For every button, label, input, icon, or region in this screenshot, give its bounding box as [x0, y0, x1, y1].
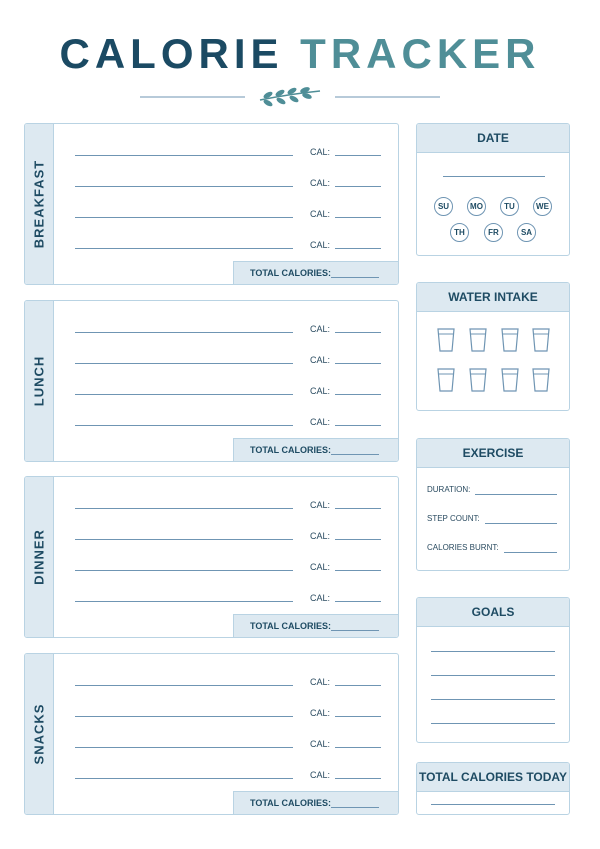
page-title [0, 30, 600, 78]
cal-label: CAL: [310, 324, 331, 334]
meal-title: BREAKFAST [31, 159, 47, 249]
total-calories-label: TOTAL CALORIES: [250, 445, 331, 455]
day-circle-th[interactable]: TH [450, 223, 469, 242]
food-entry[interactable] [75, 560, 385, 574]
meal-section-lunch [24, 300, 399, 462]
cal-write-line[interactable] [335, 248, 381, 249]
food-write-line[interactable] [75, 508, 293, 509]
food-entry[interactable] [75, 737, 385, 751]
meal-section-breakfast [24, 123, 399, 285]
goals-card [416, 597, 570, 743]
goal-write-line[interactable] [431, 651, 555, 652]
cal-label: CAL: [310, 355, 331, 365]
goals-title: GOALS [417, 598, 569, 627]
date-card [416, 123, 570, 256]
meal-section-snacks [24, 653, 399, 815]
food-entry[interactable] [75, 498, 385, 512]
cal-label: CAL: [310, 417, 331, 427]
glass-icon[interactable] [469, 368, 487, 392]
cal-label: CAL: [310, 770, 331, 780]
cal-write-line[interactable] [335, 425, 381, 426]
meal-label-panel [25, 654, 54, 814]
food-write-line[interactable] [75, 332, 293, 333]
exercise-title: EXERCISE [417, 439, 569, 468]
duration-field[interactable] [427, 485, 470, 497]
cal-label: CAL: [310, 593, 331, 603]
day-circle-mo[interactable]: MO [467, 197, 486, 216]
meal-title: DINNER [31, 529, 47, 585]
cal-label: CAL: [310, 209, 331, 219]
glass-icon[interactable] [437, 328, 455, 352]
food-write-line[interactable] [75, 363, 293, 364]
day-circle-sa[interactable]: SA [517, 223, 536, 242]
total-calories-today-title: TOTAL CALORIES TODAY [417, 763, 569, 792]
food-entry[interactable] [75, 768, 385, 782]
total-write-line[interactable] [331, 277, 379, 278]
water-intake-title: WATER INTAKE [417, 283, 569, 312]
food-write-line[interactable] [75, 217, 293, 218]
meal-title: LUNCH [31, 355, 47, 407]
exercise-card [416, 438, 570, 571]
total-calories-box[interactable] [233, 261, 398, 284]
food-entry[interactable] [75, 145, 385, 159]
food-write-line[interactable] [75, 186, 293, 187]
food-write-line[interactable] [75, 747, 293, 748]
total-write-line[interactable] [331, 807, 379, 808]
goal-write-line[interactable] [431, 723, 555, 724]
glass-icon[interactable] [469, 328, 487, 352]
food-entry[interactable] [75, 415, 385, 429]
cal-label: CAL: [310, 708, 331, 718]
food-write-line[interactable] [75, 685, 293, 686]
cal-label: CAL: [310, 739, 331, 749]
water-intake-card [416, 282, 570, 411]
cal-label: CAL: [310, 500, 331, 510]
day-circle-we[interactable]: WE [533, 197, 552, 216]
total-calories-label: TOTAL CALORIES: [250, 268, 331, 278]
cal-write-line[interactable] [335, 601, 381, 602]
glass-icon[interactable] [532, 328, 550, 352]
cal-label: CAL: [310, 240, 331, 250]
total-calories-box[interactable] [233, 791, 398, 814]
cal-label: CAL: [310, 677, 331, 687]
food-entry[interactable] [75, 706, 385, 720]
food-write-line[interactable] [75, 716, 293, 717]
cal-label: CAL: [310, 386, 331, 396]
date-title: DATE [417, 124, 569, 153]
meal-label-panel [25, 124, 54, 284]
food-entry[interactable] [75, 675, 385, 689]
cal-write-line[interactable] [335, 186, 381, 187]
cal-write-line[interactable] [335, 155, 381, 156]
goal-write-line[interactable] [431, 675, 555, 676]
total-today-write-line[interactable] [431, 804, 555, 805]
total-calories-today-card [416, 762, 570, 815]
meal-title: SNACKS [31, 703, 47, 765]
total-write-line[interactable] [331, 454, 379, 455]
leaf-divider-icon [140, 86, 460, 108]
food-write-line[interactable] [75, 570, 293, 571]
duration-label: DURATION: [427, 485, 471, 494]
title-word-tracker: TRACKER [300, 30, 541, 77]
cal-write-line[interactable] [335, 508, 381, 509]
duration-write-line[interactable] [475, 494, 557, 495]
meal-label-panel [25, 301, 54, 461]
cal-write-line[interactable] [335, 747, 381, 748]
calories-burnt-field[interactable] [427, 543, 499, 555]
food-write-line[interactable] [75, 248, 293, 249]
food-entry[interactable] [75, 591, 385, 605]
food-entry[interactable] [75, 176, 385, 190]
food-write-line[interactable] [75, 778, 293, 779]
meal-label-panel [25, 477, 54, 637]
food-write-line[interactable] [75, 394, 293, 395]
date-write-line[interactable] [443, 176, 545, 177]
glass-icon[interactable] [532, 368, 550, 392]
food-write-line[interactable] [75, 539, 293, 540]
food-entry[interactable] [75, 529, 385, 543]
day-circle-fr[interactable]: FR [484, 223, 503, 242]
step-count-field[interactable] [427, 514, 480, 526]
food-entry[interactable] [75, 384, 385, 398]
glass-icon[interactable] [437, 368, 455, 392]
calories-burnt-label: CALORIES BURNT: [427, 543, 499, 552]
cal-write-line[interactable] [335, 570, 381, 571]
goal-write-line[interactable] [431, 699, 555, 700]
food-entry[interactable] [75, 322, 385, 336]
cal-label: CAL: [310, 531, 331, 541]
step-count-label: STEP COUNT: [427, 514, 480, 523]
cal-label: CAL: [310, 562, 331, 572]
food-write-line[interactable] [75, 425, 293, 426]
food-write-line[interactable] [75, 155, 293, 156]
cal-write-line[interactable] [335, 716, 381, 717]
food-entry[interactable] [75, 207, 385, 221]
total-write-line[interactable] [331, 630, 379, 631]
title-word-calorie: CALORIE [59, 30, 284, 77]
food-write-line[interactable] [75, 601, 293, 602]
cal-write-line[interactable] [335, 332, 381, 333]
cal-write-line[interactable] [335, 778, 381, 779]
cal-label: CAL: [310, 147, 331, 157]
glass-icon[interactable] [501, 368, 519, 392]
total-calories-box[interactable] [233, 438, 398, 461]
total-calories-box[interactable] [233, 614, 398, 637]
cal-write-line[interactable] [335, 685, 381, 686]
total-calories-label: TOTAL CALORIES: [250, 621, 331, 631]
day-circle-su[interactable]: SU [434, 197, 453, 216]
day-circle-tu[interactable]: TU [500, 197, 519, 216]
food-entry[interactable] [75, 238, 385, 252]
meal-section-dinner [24, 476, 399, 638]
cal-write-line[interactable] [335, 363, 381, 364]
cal-write-line[interactable] [335, 394, 381, 395]
cal-write-line[interactable] [335, 539, 381, 540]
step-count-write-line[interactable] [485, 523, 557, 524]
cal-label: CAL: [310, 178, 331, 188]
food-entry[interactable] [75, 353, 385, 367]
glass-icon[interactable] [501, 328, 519, 352]
cal-write-line[interactable] [335, 217, 381, 218]
calories-burnt-write-line[interactable] [504, 552, 557, 553]
total-calories-label: TOTAL CALORIES: [250, 798, 331, 808]
